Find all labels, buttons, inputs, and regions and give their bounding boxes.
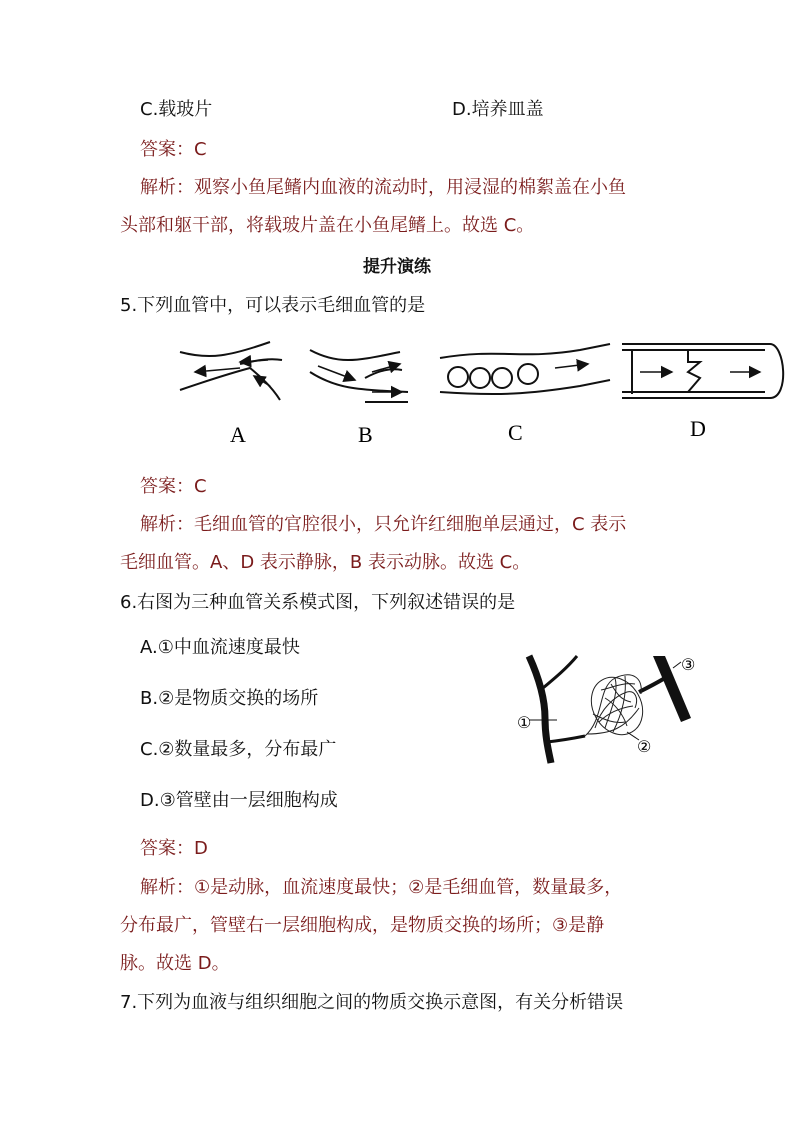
- q4-option-d: D.培养皿盖: [452, 99, 544, 120]
- figure-label-a: A: [230, 422, 246, 447]
- q4-analysis-line-2: 头部和躯干部，将载玻片盖在小鱼尾鳍上。故选 C。: [120, 215, 535, 236]
- figure-label-b: B: [358, 422, 373, 447]
- q6-stem: 6.右图为三种血管关系模式图，下列叙述错误的是: [120, 592, 516, 613]
- vessel-b: [310, 350, 408, 402]
- figure-label-3: ③: [681, 657, 696, 674]
- q7-stem: 7.下列为血液与组织细胞之间的物质交换示意图，有关分析错误: [120, 992, 624, 1013]
- figure-label-c: C: [508, 420, 523, 445]
- q6-option-d: D.③管壁由一层细胞构成: [140, 790, 338, 811]
- q5-vessel-figure: [140, 330, 790, 455]
- section-title: 提升演练: [363, 257, 431, 277]
- q6-option-a: A.①中血流速度最快: [140, 637, 300, 658]
- figure-label-2: ②: [637, 739, 652, 756]
- q6-answer: 答案：D: [140, 838, 208, 859]
- q5-analysis-line-1: 解析：毛细血管的官腔很小，只允许红细胞单层通过，C 表示: [140, 514, 627, 535]
- vessel-d: [622, 344, 783, 398]
- q5-stem: 5.下列血管中，可以表示毛细血管的是: [120, 295, 426, 316]
- vessel-a: [180, 342, 282, 400]
- q6-analysis-line-1: 解析：①是动脉，血流速度最快；②是毛细血管，数量最多，: [140, 877, 623, 898]
- figure-label-d: D: [690, 416, 706, 441]
- q4-option-c: C.载玻片: [140, 99, 213, 120]
- q4-answer: 答案：C: [140, 139, 207, 160]
- q5-analysis-line-2: 毛细血管。A、D 表示静脉，B 表示动脉。故选 C。: [120, 552, 531, 573]
- q6-option-c: C.②数量最多，分布最广: [140, 739, 337, 760]
- q6-analysis-line-3: 脉。故选 D。: [120, 953, 230, 974]
- figure-label-1: ①: [517, 715, 532, 732]
- q4-analysis-line-1: 解析：观察小鱼尾鳍内血液的流动时，用浸湿的棉絮盖在小鱼: [140, 177, 626, 198]
- q5-answer: 答案：C: [140, 476, 207, 497]
- q6-vessel-network-figure: [515, 648, 705, 768]
- vessel-c: [440, 344, 610, 394]
- q6-analysis-line-2: 分布最广，管壁右一层细胞构成，是物质交换的场所；③是静: [120, 915, 605, 936]
- q6-option-b: B.②是物质交换的场所: [140, 688, 319, 709]
